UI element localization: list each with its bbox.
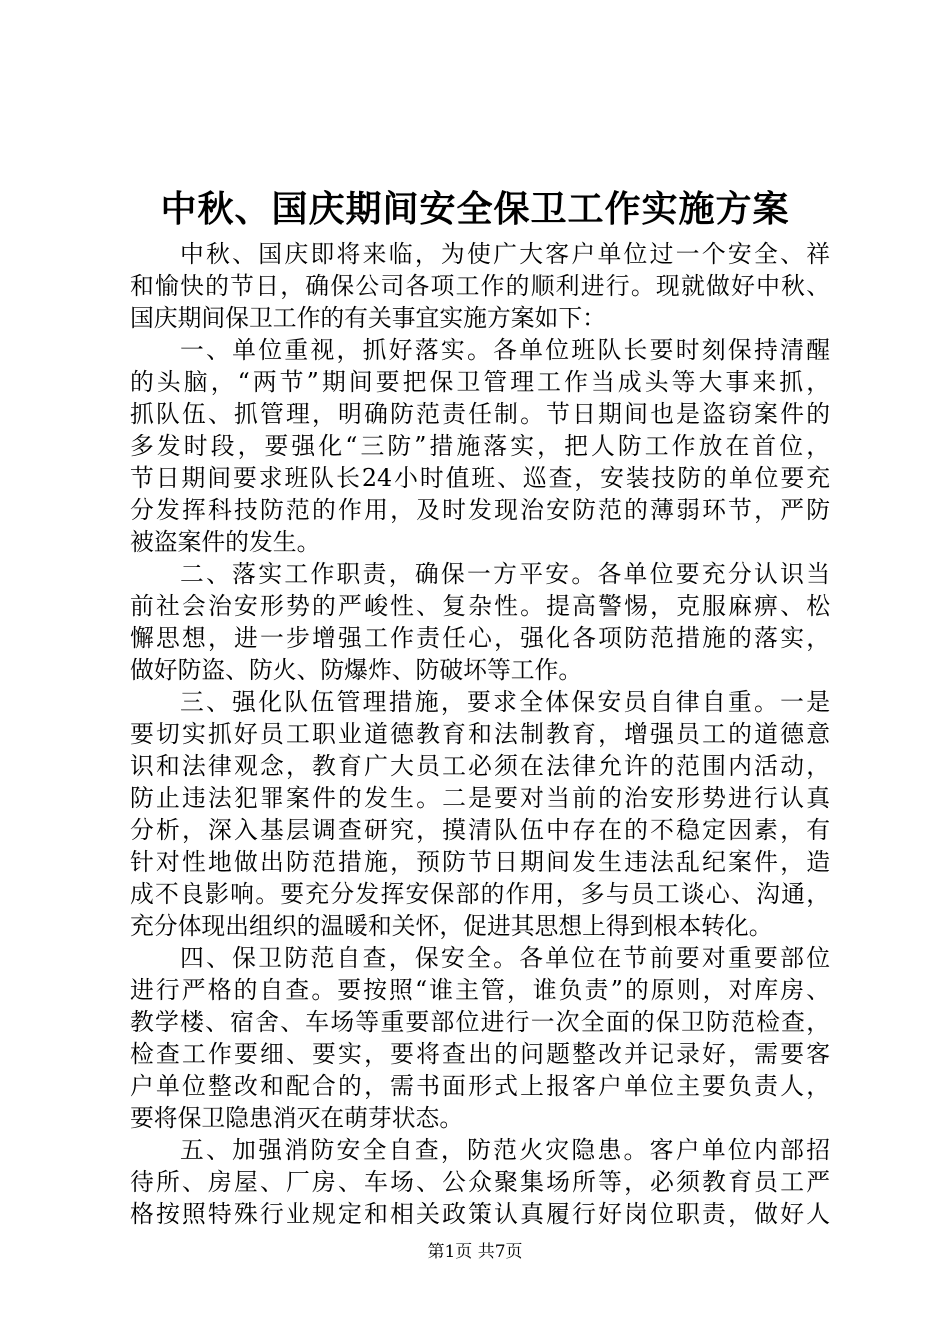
paragraph-line: 成不良影响。要充分发挥安保部的作用，多与员工谈心、沟通， xyxy=(130,880,830,908)
body-paragraph xyxy=(130,1134,830,1230)
paragraph-line: 做好防盗、防火、防爆炸、防破坏等工作。 xyxy=(130,656,583,684)
body-paragraph xyxy=(130,334,830,558)
paragraph-line: 分发挥科技防范的作用，及时发现治安防范的薄弱环节，严防 xyxy=(130,496,830,524)
paragraph-line: 防止违法犯罪案件的发生。二是要对当前的治安形势进行认真 xyxy=(130,784,830,812)
body-paragraph xyxy=(130,686,830,942)
body-paragraph xyxy=(130,238,830,334)
paragraph-line: 要切实抓好员工职业道德教育和法制教育，增强员工的道德意 xyxy=(130,720,830,748)
paragraph-line: 识和法律观念，教育广大员工必须在法律允许的范围内活动， xyxy=(130,752,830,780)
paragraph-line: 格按照特殊行业规定和相关政策认真履行好岗位职责，做好人 xyxy=(130,1200,830,1228)
page-footer: 第1页 共7页 xyxy=(427,1242,523,1262)
paragraph-line: 国庆期间保卫工作的有关事宜实施方案如下： xyxy=(130,304,606,332)
document-title: 中秋、国庆期间安全保卫工作实施方案 xyxy=(160,188,790,230)
paragraph-line: 针对性地做出防范措施，预防节日期间发生违法乱纪案件，造 xyxy=(130,848,830,876)
body-paragraph xyxy=(130,942,830,1134)
body-paragraph xyxy=(130,558,830,686)
paragraph-line: 五、加强消防安全自查，防范火灾隐患。客户单位内部招 xyxy=(180,1136,830,1164)
paragraph-line: 节日期间要求班队长24小时值班、巡查，安装技防的单位要充 xyxy=(130,464,830,492)
paragraph-line: 中秋、国庆即将来临，为使广大客户单位过一个安全、祥 xyxy=(180,240,830,268)
paragraph-line: 多发时段，要强化“三防”措施落实，把人防工作放在首位， xyxy=(130,432,830,460)
paragraph-line: 一、单位重视，抓好落实。各单位班队长要时刻保持清醒 xyxy=(180,336,830,364)
paragraph-line: 进行严格的自查。要按照“谁主管，谁负责”的原则，对库房、 xyxy=(130,976,830,1004)
paragraph-line: 被盗案件的发生。 xyxy=(130,528,321,556)
paragraph-line: 抓队伍、抓管理，明确防范责任制。节日期间也是盗窃案件的 xyxy=(130,400,830,428)
paragraph-line: 二、落实工作职责，确保一方平安。各单位要充分认识当 xyxy=(180,560,830,588)
paragraph-line: 四、保卫防范自查，保安全。各单位在节前要对重要部位 xyxy=(180,944,830,972)
paragraph-line: 分析，深入基层调查研究，摸清队伍中存在的不稳定因素，有 xyxy=(130,816,830,844)
paragraph-line: 检查工作要细、要实，要将查出的问题整改并记录好，需要客 xyxy=(130,1040,830,1068)
paragraph-line: 待所、房屋、厂房、车场、公众聚集场所等，必须教育员工严 xyxy=(130,1168,830,1196)
paragraph-line: 教学楼、宿舍、车场等重要部位进行一次全面的保卫防范检查， xyxy=(130,1008,830,1036)
paragraph-line: 前社会治安形势的严峻性、复杂性。提高警惕，克服麻痹、松 xyxy=(130,592,830,620)
paragraph-line: 和愉快的节日，确保公司各项工作的顺利进行。现就做好中秋、 xyxy=(130,272,830,300)
paragraph-line: 户单位整改和配合的，需书面形式上报客户单位主要负责人， xyxy=(130,1072,830,1100)
paragraph-line: 的头脑，“两节”期间要把保卫管理工作当成头等大事来抓， xyxy=(130,368,830,396)
paragraph-line: 充分体现出组织的温暖和关怀，促进其思想上得到根本转化。 xyxy=(130,912,773,940)
paragraph-line: 三、强化队伍管理措施，要求全体保安员自律自重。一是 xyxy=(180,688,830,716)
paragraph-line: 懈思想，进一步增强工作责任心，强化各项防范措施的落实， xyxy=(130,624,830,652)
paragraph-line: 要将保卫隐患消灭在萌芽状态。 xyxy=(130,1104,464,1132)
document-body xyxy=(130,238,830,1230)
